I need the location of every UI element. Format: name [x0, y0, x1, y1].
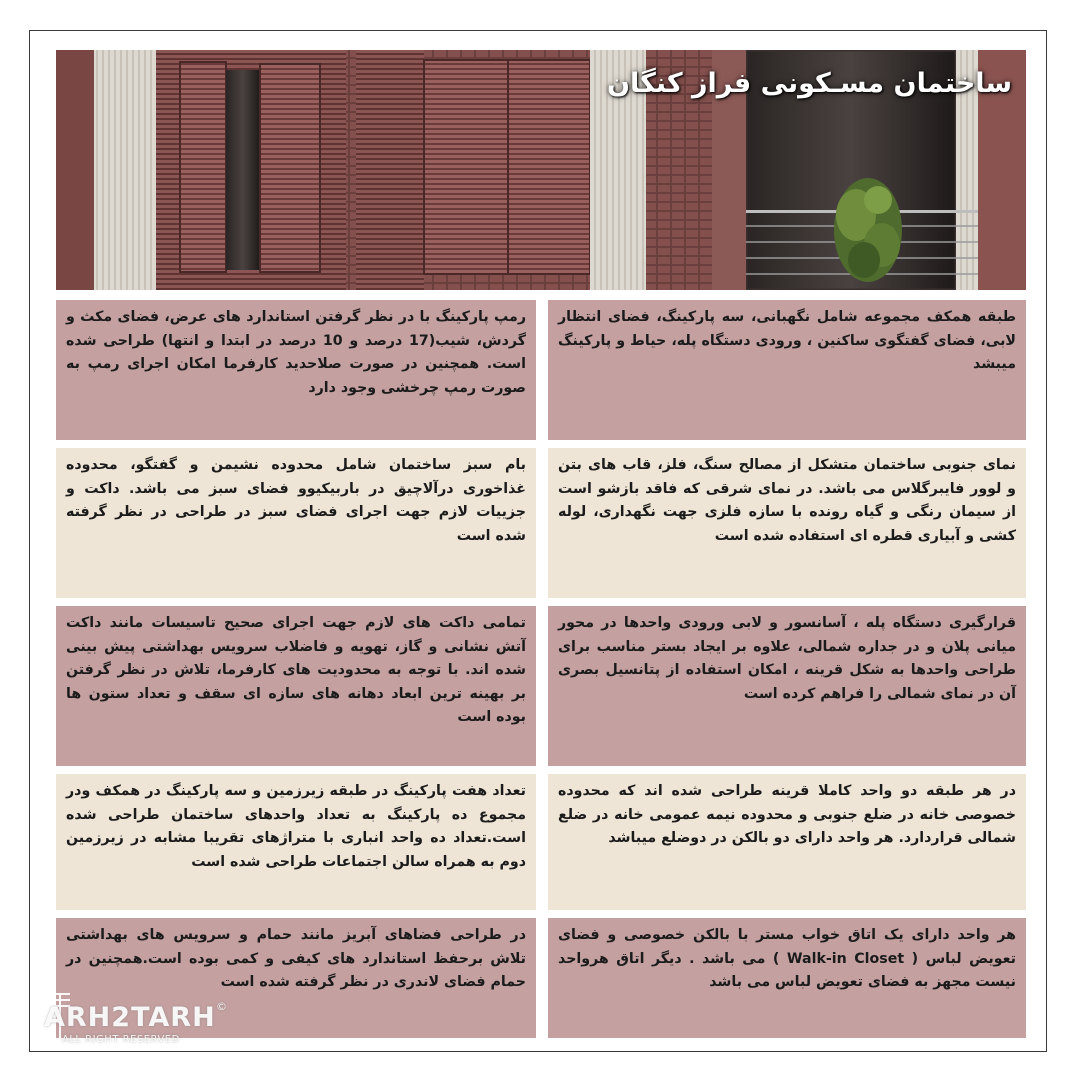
card-parking-count: تعداد هفت پارکینگ در طبقه زیرزمین و سه پارکینگ در همکف ودر مجموع ده پارکینگ به تعداد واحدهای ساختمان طراحی شده است.تعداد ده واحد انباری با متراژهای تقریبا مشابه در زیرزمین دوم به همراه سالن اجتماعات طراحی شده است — [56, 774, 536, 910]
card-master-bedroom: هر واحد دارای یک اتاق خواب مستر با بالکن خصوصی و فضای تعویض لباس ( Walk-in Closet ) می باشد . دیگر اتاق هرواحد نیست مجهز به فضای تعویض لباس می باشد — [548, 918, 1026, 1038]
card-stair-core: قرارگیری دستگاه پله ، آسانسور و لابی ورودی واحدها در محور میانی پلان و در جداره شمالی، علاوه بر ایجاد بستر مناسب برای طراحی واحدها به شکل قرینه ، امکان استفاده از پتانسیل بصری آن در نمای شمالی را فراهم کرده است — [548, 606, 1026, 766]
card-ground-floor: طبقه همکف مجموعه شامل نگهبانی، سه پارکینگ، فضای انتظار لابی، فضای گفتگوی ساکنین ، ورودی دستگاه پله، حیاط و پارکینگ میبشد — [548, 300, 1026, 440]
card-parking-ramp: رمپ پارکینگ با در نظر گرفتن استاندارد های عرض، فضای مکث و گردش، شیب(17 درصد و 10 درصد در ابتدا و انتها) طراحی شده است. همچنین در صورت صلاحدید کارفرما امکان اجرای رمپ به صورت رمپ چرخشی وجود دارد — [56, 300, 536, 440]
card-wet-areas: در طراحی فضاهای آبریز مانند حمام و سرویس های بهداشتی تلاش برحفظ استاندارد های کیفی و کمی بوده است.همچنین در حمام فضای لاندری در نظر گرفته شده است — [56, 918, 536, 1038]
card-units-per-floor: در هر طبقه دو واحد کاملا قرینه طراحی شده اند که محدوده خصوصی خانه در ضلع جنوبی و محدوده نیمه عمومی خانه در ضلع شمالی قراردارد. هر واحد دارای دو بالکن در دوضلع میباشد — [548, 774, 1026, 910]
hero-image — [56, 50, 1026, 290]
card-south-facade: نمای جنوبی ساختمان متشکل از مصالح سنگ، فلز، قاب های بتن و لوور فایبرگلاس می باشد. در نمای شرقی که فاقد بازشو است از سیمان رنگی و گیاه رونده با سازه فلزی جهت نگهداری، لوله کشی و آبیاری قطره ای استفاده شده است — [548, 448, 1026, 598]
watermark-brand: ARH2TARH — [44, 1002, 216, 1033]
watermark-copyright: © — [216, 1000, 227, 1013]
card-green-roof: بام سبز ساختمان شامل محدوده نشیمن و گفتگو، محدوده غذاخوری درآلاچیق در باربیکیوو فضای سبز می باشد. داکت و جزییات لازم جهت اجرای فضای سبز در طراحی در نظر گرفته شده است — [56, 448, 536, 598]
card-ducts: تمامی داکت های لازم جهت اجرای صحیح تاسیسات مانند داکت آتش نشانی و گاز، تهویه و فاضلاب سرویس بهداشتی پیش بینی شده اند. با توجه به محدودیت های کارفرما، تلاش در نظر گرفتن بر بهینه ترین ابعاد دهانه های سازه ای سقف و تعداد ستون ها بوده است — [56, 606, 536, 766]
page-title: ساختمان مسـکونی فراز کنگان — [606, 68, 1012, 99]
watermark-subtitle: ALL RIGHT RESERVED — [62, 1034, 180, 1045]
